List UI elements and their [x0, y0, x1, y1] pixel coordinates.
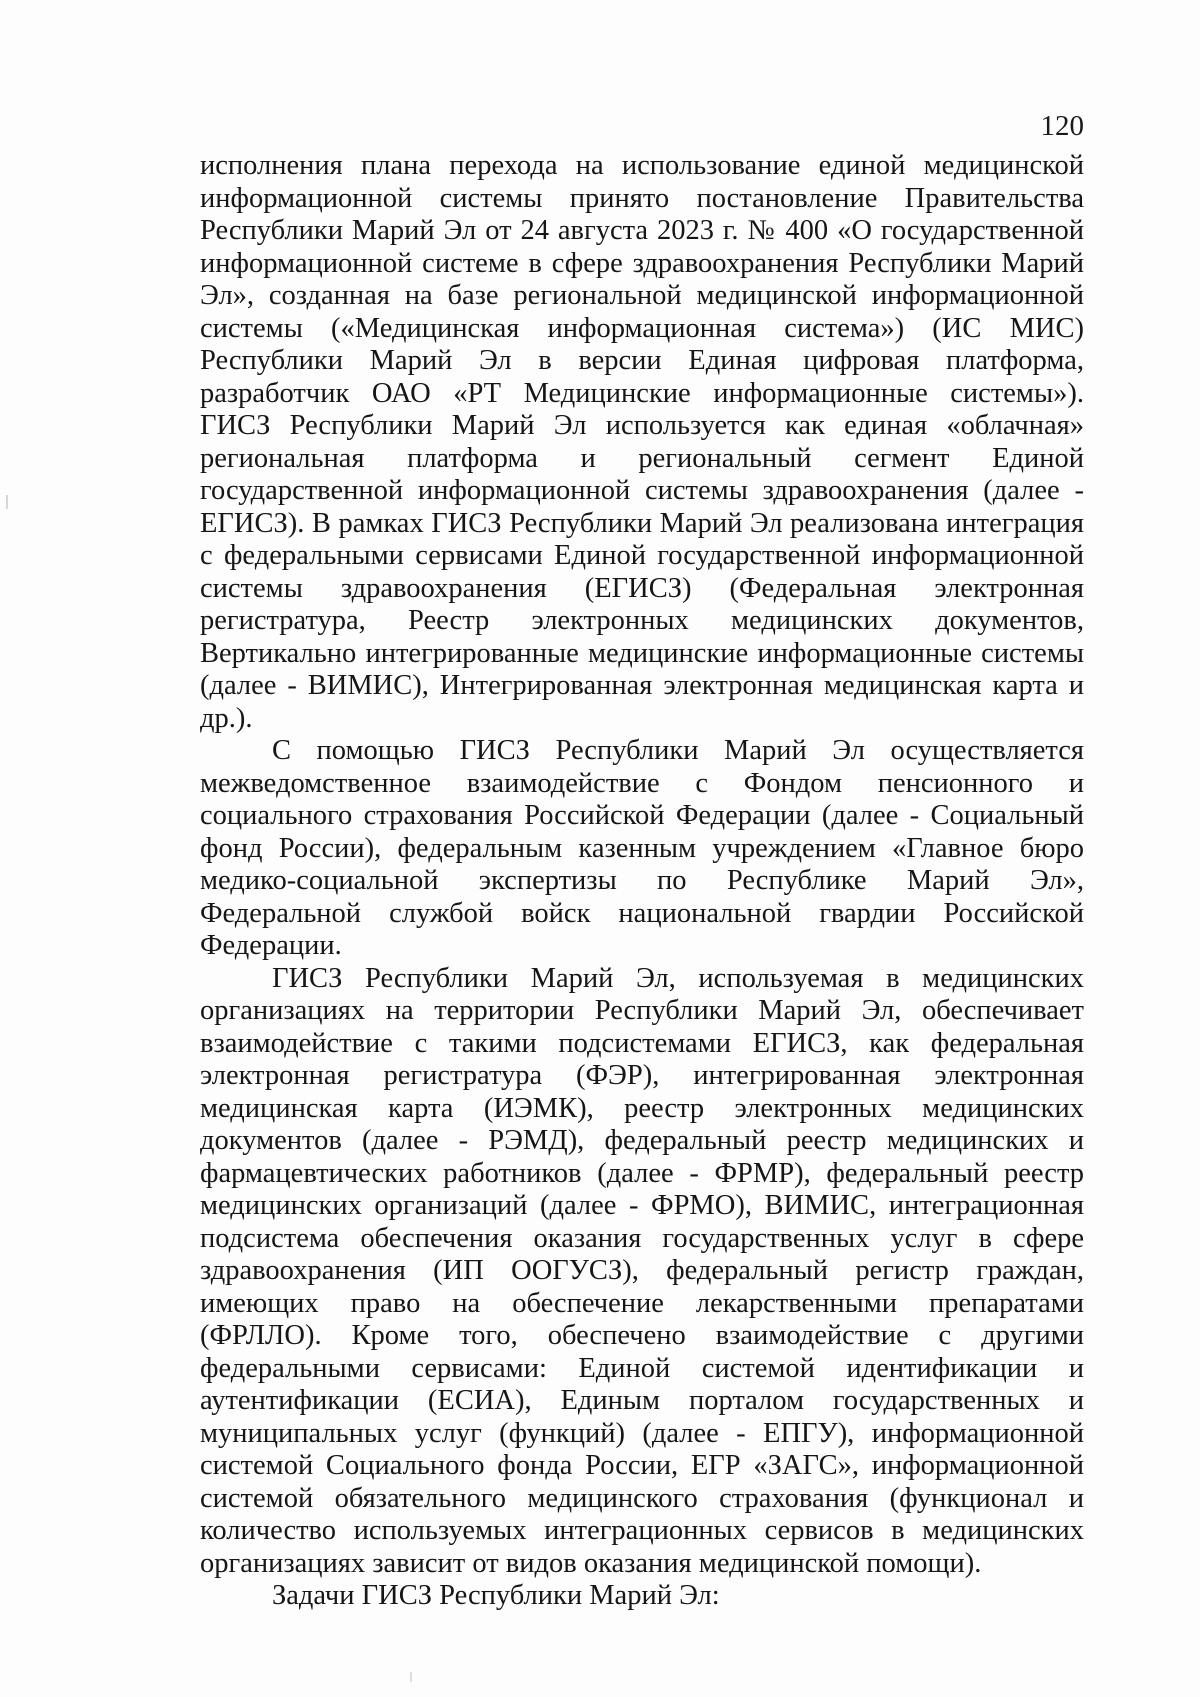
paragraph-tasks-heading: Задачи ГИСЗ Республики Марий Эл: — [272, 1580, 720, 1611]
scan-artifact — [6, 495, 8, 509]
paragraph-subsystems: ГИСЗ Республики Марий Эл, используемая в медицинских организациях на территории Республики Марий Эл, обеспечивает взаимодействие с такими подсистемами ЕГИСЗ, как федеральная электронная регистратура (ФЭР), интегрированная электронная медицинская карта (ИЭМК), реестр электронных медицинских документов (далее - РЭМД), федеральный реестр медицинских и фармацевтических работников (далее - ФРМР), федеральный реестр медицинских организаций (далее - ФРМО), ВИМИС, интеграционная подсистема обеспечения оказания государственных услуг в сфере здравоохранения (ИП ООГУСЗ), федеральный регистр граждан, имеющих право на обеспечение лекарственными препаратами (ФРЛЛО). Кроме того, обеспечено взаимодействие с другими федеральными сервисами: Единой системой идентификации и аутентификации (ЕСИА), Единым порталом государственных и муниципальных услуг (функций) (далее - ЕПГУ), информационной системой Социального фонда России, ЕГР «ЗАГС», информационной системой обязательного медицинского страхования (функционал и количество используемых интеграционных сервисов в медицинских организациях зависит от видов оказания медицинской помощи). — [200, 962, 1084, 1579]
document-body — [200, 150, 1084, 1613]
paragraph-interaction: С помощью ГИСЗ Республики Марий Эл осуществляется межведомственное взаимодействие с Фондом пенсионного и социального страхования Российской Федерации (далее - Социальный фонд России), федеральным казенным учреждением «Главное бюро медико-социальной экспертизы по Республике Марий Эл», Федеральной службой войск национальной гвардии Российской Федерации. — [200, 735, 1084, 961]
page-number: 120 — [1040, 110, 1084, 142]
paragraph-continuation: исполнения плана перехода на использование единой медицинской информационной системы принято постановление Правительства Республики Марий Эл от 24 августа 2023 г. № 400 «О государственной информационной системе в сфере здравоохранения Республики Марий Эл», созданная на базе региональной медицинской информационной системы («Медицинская информационная система») (ИС МИС) Республики Марий Эл в версии Единая цифровая платформа, разработчик ОАО «РТ Медицинские информационные системы»). ГИСЗ Республики Марий Эл используется как единая «облачная» региональная платформа и региональный сегмент Единой государственной информационной системы здравоохранения (далее - ЕГИСЗ). В рамках ГИСЗ Республики Марий Эл реализована интеграция с федеральными сервисами Единой государственной информационной системы здравоохранения (ЕГИСЗ) (Федеральная электронная регистратура, Реестр электронных медицинских документов, Вертикально интегрированные медицинские информационные системы (далее - ВИМИС), Интегрированная электронная медицинская карта и др.). — [200, 150, 1084, 734]
scan-artifact-bottom — [410, 1672, 412, 1682]
